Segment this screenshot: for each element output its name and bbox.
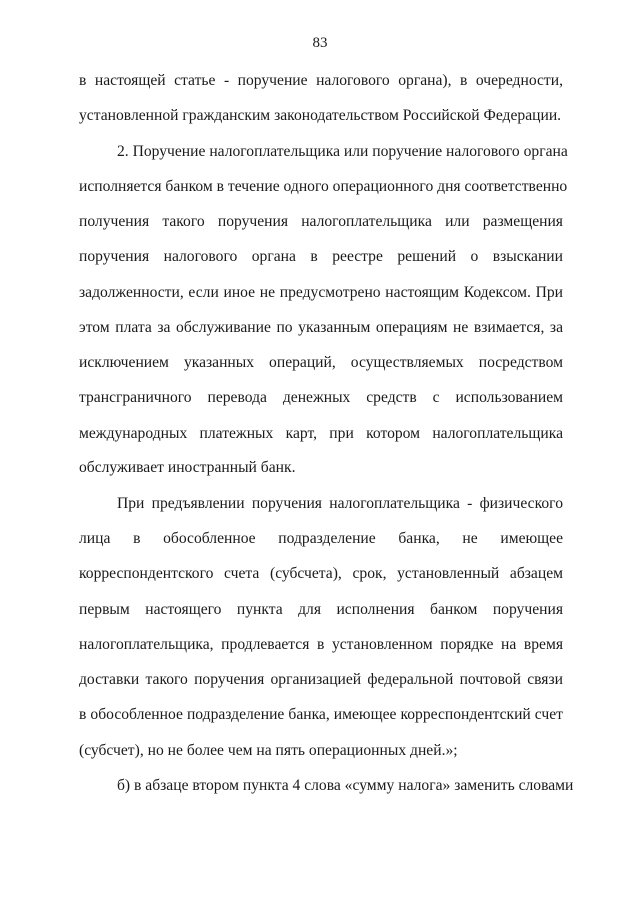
text-line: международных платежных карт, при котором налогоплательщика xyxy=(79,425,563,442)
text-line: в обособленное подразделение банка, имеющее корреспондентский счет xyxy=(79,706,563,723)
text-line: в настоящей статье - поручение налогового органа), в очередности, xyxy=(79,72,563,89)
text-line: установленной гражданским законодательством Российской Федерации. xyxy=(79,107,562,124)
text-line: исключением указанных операций, осуществляемых посредством xyxy=(79,354,563,371)
text-line: обслуживает иностранный банк. xyxy=(79,459,296,476)
text-line: корреспондентского счета (субсчета), срок, установленный абзацем xyxy=(79,565,563,582)
text-line: налогоплательщика, продлевается в установленном порядке на время xyxy=(79,636,563,653)
paragraph-start-line: б) в абзаце втором пункта 4 слова «сумму налога» заменить словами xyxy=(117,777,574,794)
text-line: (субсчет), но не более чем на пять операционных дней.»; xyxy=(79,742,458,759)
paragraph-start-line: 2. Поручение налогоплательщика или поручение налогового органа xyxy=(117,143,568,160)
text-line: исполняется банком в течение одного операционного дня соответственно xyxy=(79,178,568,195)
text-line: трансграничного перевода денежных средств с использованием xyxy=(79,389,563,406)
text-line: задолженности, если иное не предусмотрено настоящим Кодексом. При xyxy=(79,284,563,301)
text-line: этом плата за обслуживание по указанным операциям не взимается, за xyxy=(79,319,563,336)
text-line: поручения налогового органа в реестре решений о взыскании xyxy=(79,248,563,265)
text-line: получения такого поручения налогоплательщика или размещения xyxy=(79,213,563,230)
page-number: 83 xyxy=(312,35,328,51)
text-line: доставки такого поручения организацией федеральной почтовой связи xyxy=(79,671,563,688)
text-line: первым настоящего пункта для исполнения банком поручения xyxy=(79,601,563,618)
text-line: лица в обособленное подразделение банка, не имеющее xyxy=(79,530,563,547)
paragraph-start-line: При предъявлении поручения налогоплательщика - физического xyxy=(117,495,563,512)
